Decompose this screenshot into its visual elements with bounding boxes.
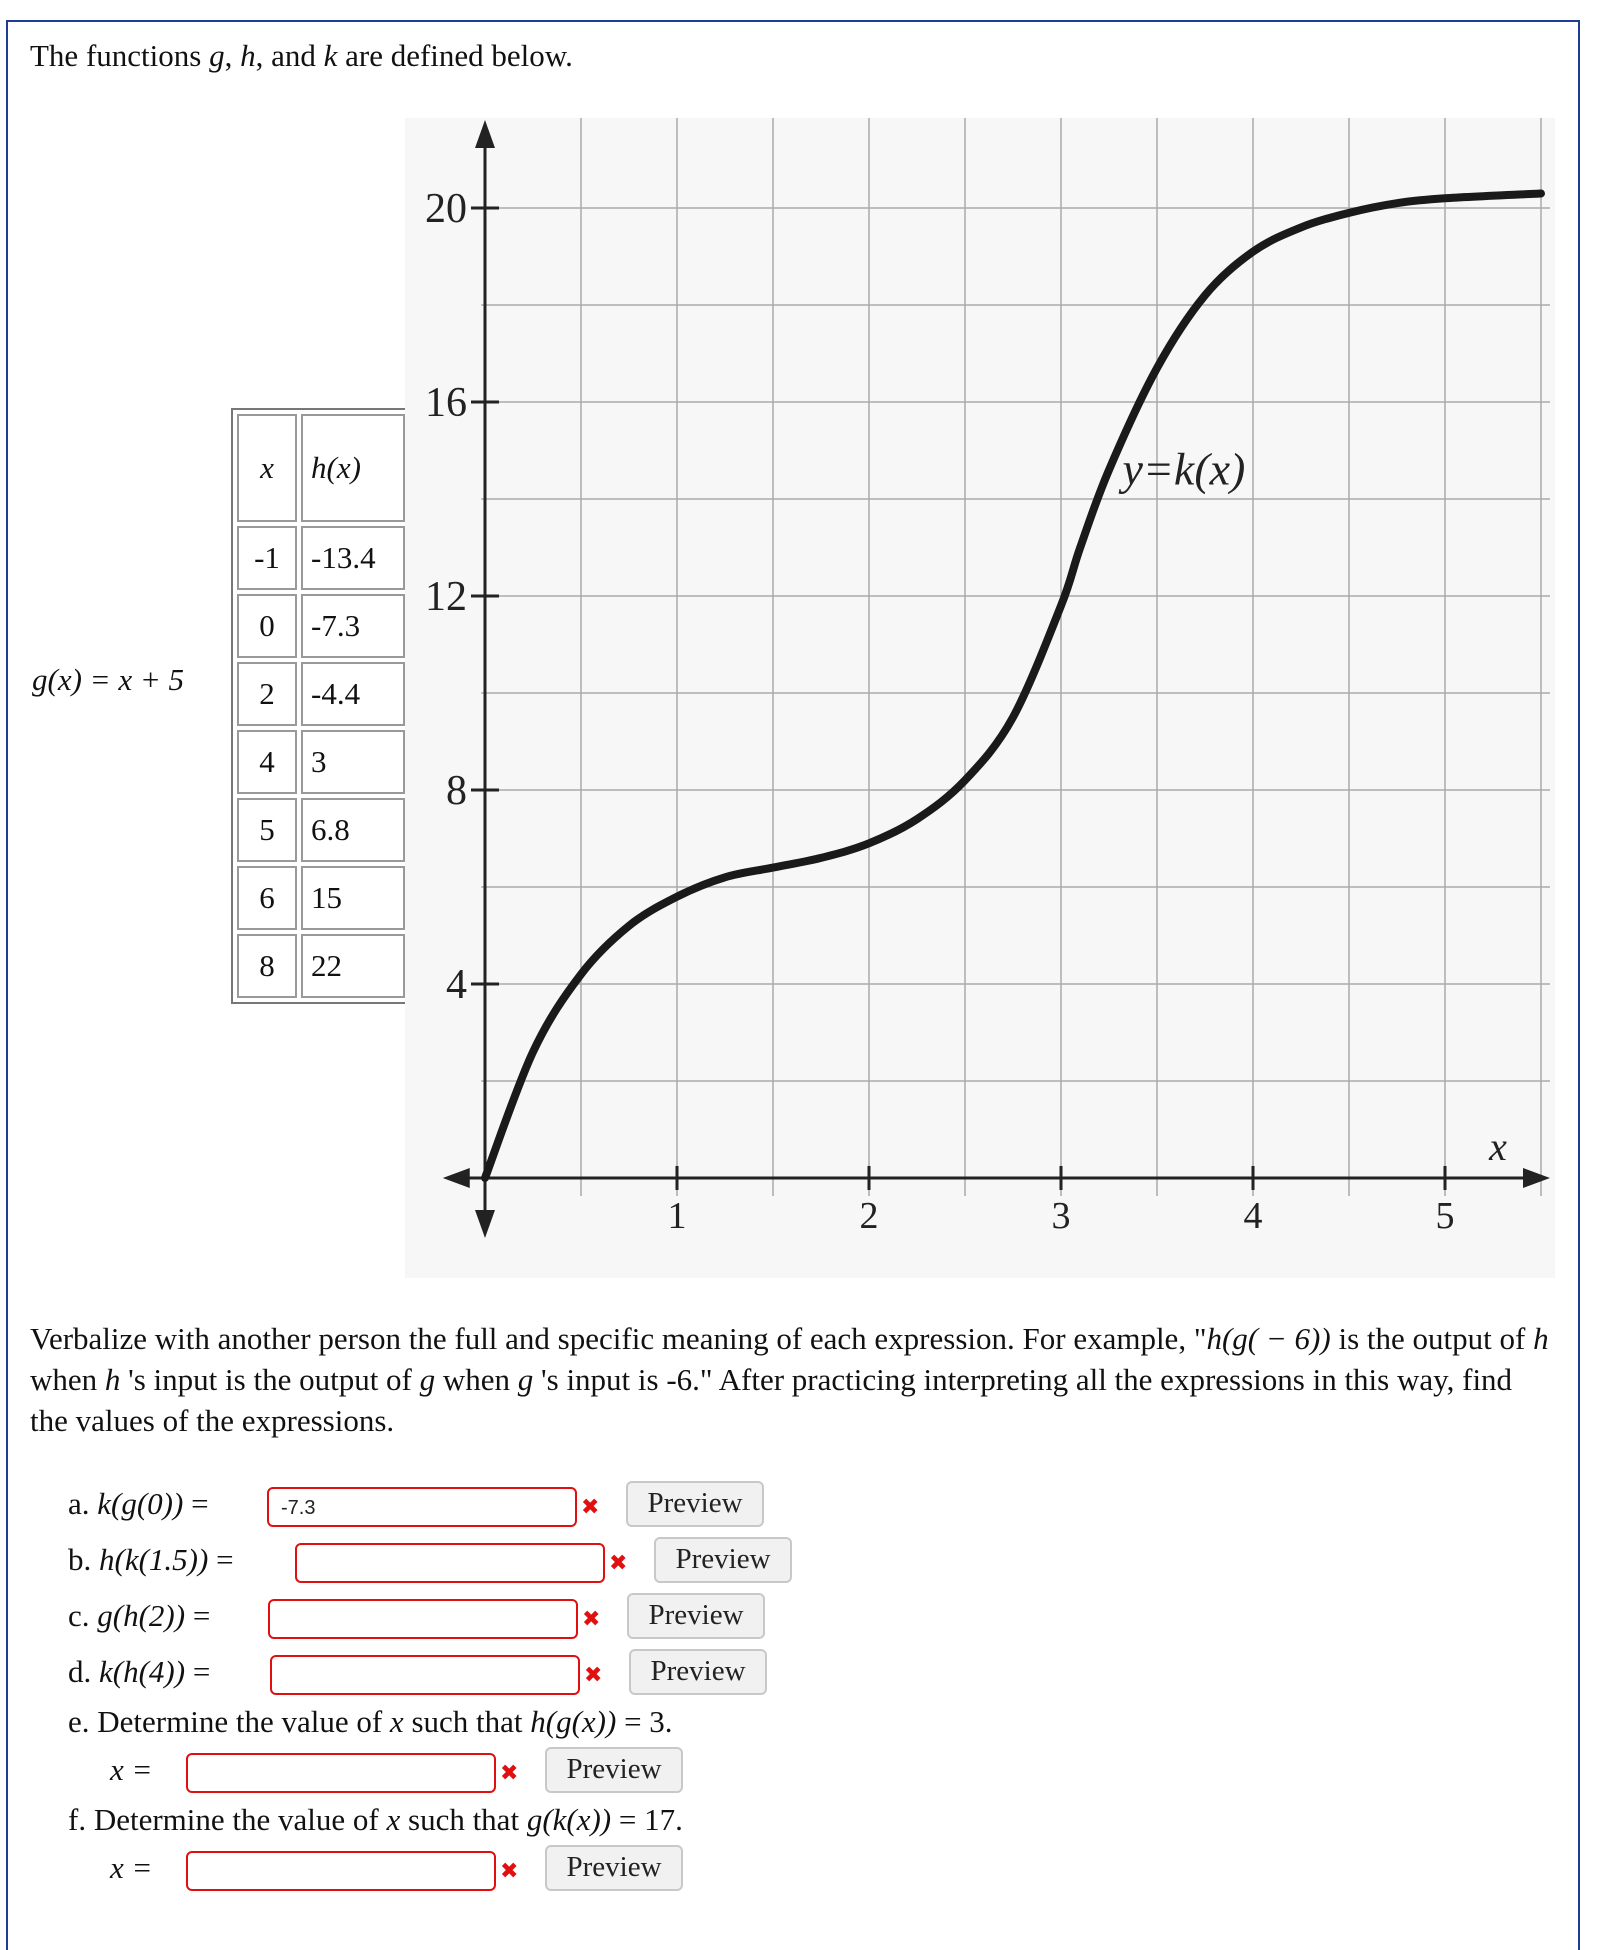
question-c: c. g(h(2)) = — [68, 1598, 211, 1633]
h-table-x: 8 — [237, 934, 297, 998]
answer-c-input[interactable] — [268, 1599, 578, 1639]
h-table-x: 5 — [237, 798, 297, 862]
question-e: e. Determine the value of x such that h(g(x)) = 3. — [68, 1704, 673, 1739]
incorrect-icon: ✖ — [609, 1551, 628, 1576]
chart-background — [405, 118, 1555, 1278]
answer-b-input[interactable] — [295, 1543, 605, 1583]
y-tick-label: 4 — [446, 962, 467, 1008]
answer-e-label: x = — [110, 1752, 153, 1787]
question-f: f. Determine the value of x such that g(k(x)) = 17. — [68, 1802, 683, 1837]
preview-button-c[interactable]: Preview — [627, 1593, 765, 1639]
curve-label: y=k(x) — [1122, 443, 1246, 495]
h-table-h: 6.8 — [301, 798, 405, 862]
answer-d-input[interactable] — [270, 1655, 580, 1695]
h-table-header-x: x — [237, 414, 297, 522]
incorrect-icon: ✖ — [581, 1495, 600, 1520]
question-b: b. h(k(1.5)) = — [68, 1542, 234, 1577]
h-table-x: 2 — [237, 662, 297, 726]
answer-f-label: x = — [110, 1850, 153, 1885]
x-tick-label: 5 — [1435, 1195, 1455, 1237]
y-tick-label: 12 — [425, 574, 467, 620]
h-table — [231, 408, 411, 1004]
question-d: d. k(h(4)) = — [68, 1654, 211, 1689]
h-table-x: -1 — [237, 526, 297, 590]
x-tick-label: 2 — [859, 1195, 879, 1237]
x-tick-label: 3 — [1051, 1195, 1071, 1237]
question-a: a. k(g(0)) = — [68, 1486, 209, 1521]
h-table-x: 6 — [237, 866, 297, 930]
preview-button-f[interactable]: Preview — [545, 1845, 683, 1891]
h-table-h: 22 — [301, 934, 405, 998]
h-table-h: -4.4 — [301, 662, 405, 726]
instructions-text: Verbalize with another person the full and specific meaning of each expression. For example, "h(g( − 6)) is the output of h when h 's input is the output of g when g 's input is -6." After practicing interpreting all the expressions in this way, find the values of the expressions. — [30, 1321, 1549, 1438]
h-table-h: 3 — [301, 730, 405, 794]
answer-f-input[interactable] — [186, 1851, 496, 1891]
y-tick-label: 16 — [425, 380, 467, 426]
h-table-x: 4 — [237, 730, 297, 794]
y-tick-label: 20 — [425, 186, 467, 232]
h-table-header-h: h(x) — [301, 414, 405, 522]
incorrect-icon: ✖ — [584, 1663, 603, 1688]
g-definition: g(x) = x + 5 — [32, 662, 185, 697]
h-table-h: -7.3 — [301, 594, 405, 658]
y-tick-label: 8 — [446, 768, 467, 814]
h-table-h: -13.4 — [301, 526, 405, 590]
preview-button-e[interactable]: Preview — [545, 1747, 683, 1793]
k-graph — [405, 118, 1555, 1278]
preview-button-a[interactable]: Preview — [626, 1481, 764, 1527]
preview-button-b[interactable]: Preview — [654, 1537, 792, 1583]
h-table-x: 0 — [237, 594, 297, 658]
h-table-h: 15 — [301, 866, 405, 930]
x-tick-label: 1 — [667, 1195, 687, 1237]
incorrect-icon: ✖ — [582, 1607, 601, 1632]
x-axis-label: x — [1489, 1124, 1507, 1169]
incorrect-icon: ✖ — [500, 1761, 519, 1786]
answer-a-input[interactable]: -7.3 — [267, 1487, 577, 1527]
x-tick-label: 4 — [1243, 1195, 1263, 1237]
answer-e-input[interactable] — [186, 1753, 496, 1793]
intro-text: The functions g, h, and k are defined below. — [30, 38, 573, 73]
incorrect-icon: ✖ — [500, 1859, 519, 1884]
preview-button-d[interactable]: Preview — [629, 1649, 767, 1695]
